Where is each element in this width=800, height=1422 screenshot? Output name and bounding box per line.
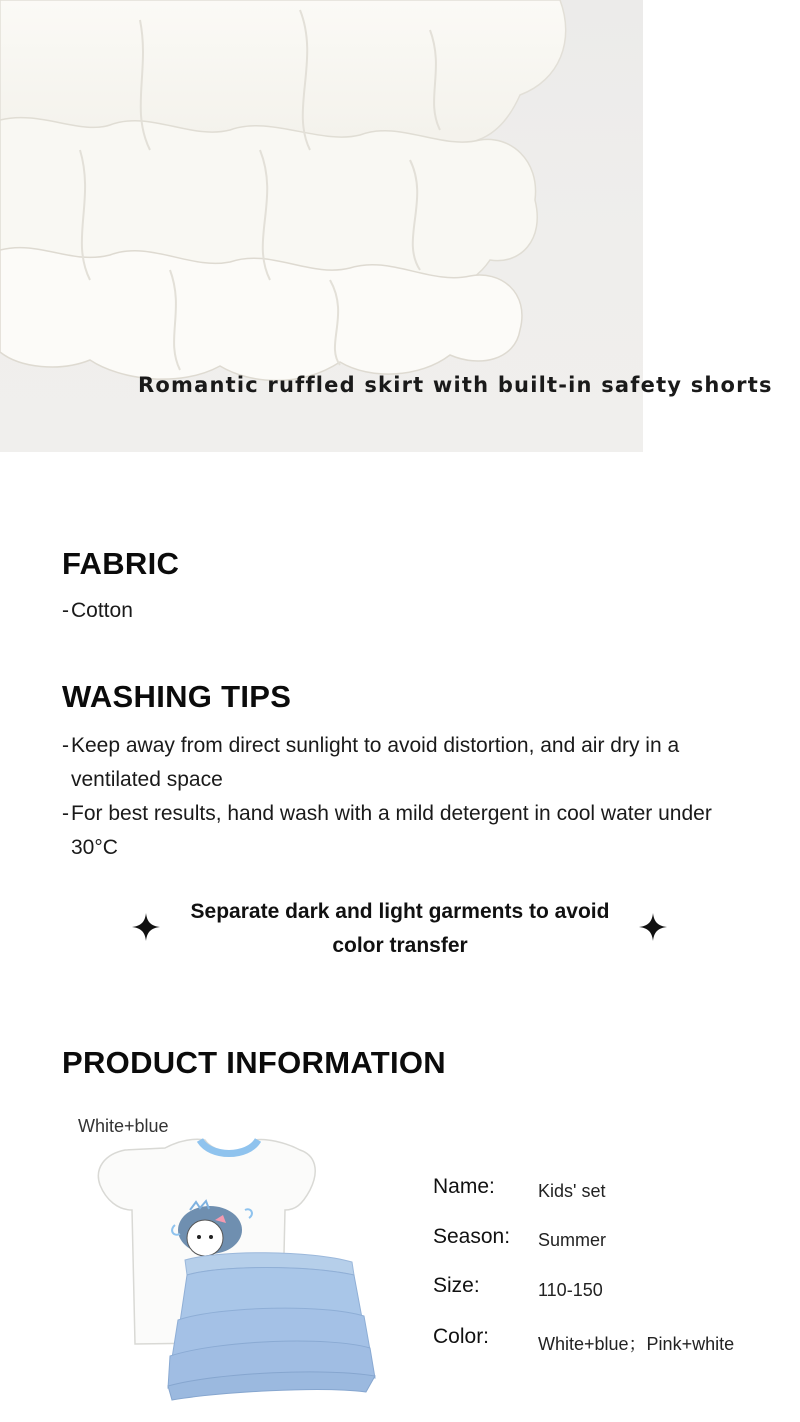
fabric-item-text: Cotton	[71, 599, 133, 622]
sparkle-icon	[638, 912, 668, 942]
bullet-dash: -	[62, 734, 69, 757]
washing-item	[62, 729, 722, 797]
variant-label: White+blue	[78, 1116, 169, 1136]
spec-value-season: Summer	[538, 1230, 607, 1250]
spec-value-size: 110-150	[538, 1280, 603, 1300]
washing-note: Separate dark and light garments to avoid color transfer	[190, 900, 610, 957]
spec-value-color: White+blue；Pink+white	[538, 1334, 735, 1354]
bullet-dash: -	[62, 599, 69, 622]
spec-label-name: Name:	[433, 1175, 495, 1198]
hero-caption: Romantic ruffled skirt with built-in safety shorts	[138, 373, 773, 397]
washing-item-text: For best results, hand wash with a mild detergent in cool water under 30°C	[71, 802, 712, 859]
fabric-item	[62, 594, 742, 628]
spec-label-size: Size:	[433, 1274, 480, 1297]
spec-label-season: Season:	[433, 1225, 511, 1248]
spec-value-name: Kids' set	[538, 1181, 606, 1201]
washing-item-text: Keep away from direct sunlight to avoid distortion, and air dry in a ventilated space	[71, 734, 680, 791]
product-title: PRODUCT INFORMATION	[62, 1045, 446, 1080]
spec-label-color: Color:	[433, 1325, 490, 1348]
bullet-dash: -	[62, 802, 69, 825]
sparkle-icon	[131, 912, 161, 942]
hero-ruffle-image	[0, 0, 773, 452]
washing-item	[62, 797, 722, 865]
washing-title: WASHING TIPS	[62, 679, 292, 714]
fabric-title: FABRIC	[62, 546, 180, 581]
product-image	[70, 1110, 400, 1410]
